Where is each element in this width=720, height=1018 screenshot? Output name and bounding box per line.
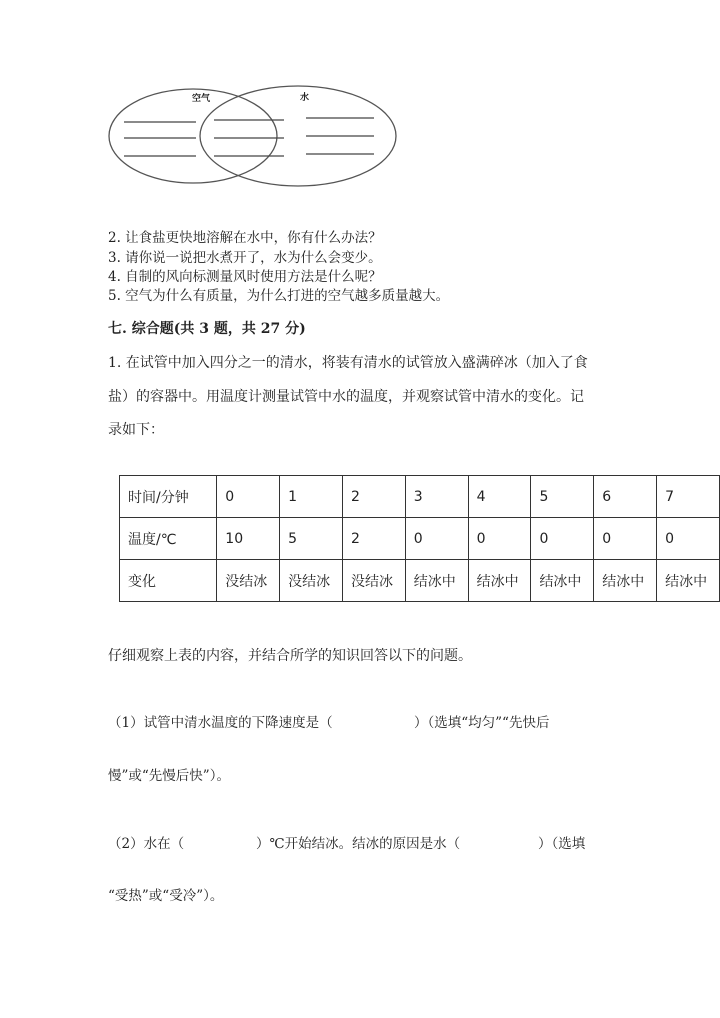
problem1-line-2: 盐）的容器中。用温度计测量试管中水的温度，并观察试管中清水的变化。记: [108, 389, 584, 405]
table-cell: 0: [468, 518, 531, 560]
table-cell: 7: [657, 476, 720, 518]
table-cell: 0: [594, 518, 657, 560]
sub1-part2: ）（选填“均匀”“先快后: [414, 715, 550, 731]
table-cell: 0: [217, 476, 280, 518]
table-cell: 结冰中: [531, 560, 594, 602]
table-cell: 5: [280, 518, 343, 560]
table-cell: 没结冰: [280, 560, 343, 602]
table-cell: 2: [342, 518, 405, 560]
table-cell: 6: [594, 476, 657, 518]
row-header-time: 时间/分钟: [120, 476, 217, 518]
table-cell: 0: [405, 518, 468, 560]
row-header-temperature: 温度/℃: [120, 518, 217, 560]
table-cell: 0: [657, 518, 720, 560]
table-cell: 结冰中: [657, 560, 720, 602]
table-cell: 没结冰: [217, 560, 280, 602]
question-2: 2. 让食盐更快地溶解在水中，你有什么办法？: [108, 230, 382, 246]
table-cell: 2: [342, 476, 405, 518]
sub2-part4: “受热”或“受冷”）。: [108, 888, 224, 904]
question-4: 4. 自制的风向标测量风时使用方法是什么呢？: [108, 269, 382, 285]
question-3: 3. 请你说一说把水煮开了，水为什么会变少。: [108, 250, 382, 266]
table-row: [120, 560, 720, 602]
sub2-part1: （2）水在（: [108, 836, 185, 852]
sub1-part3: 慢”或“先慢后快”）。: [108, 768, 230, 784]
table-cell: 5: [531, 476, 594, 518]
venn-left-label: 空气: [192, 94, 211, 104]
problem1-line-1: 1. 在试管中加入四分之一的清水，将装有清水的试管放入盛满碎冰（加入了食: [108, 355, 588, 371]
table-cell: 1: [280, 476, 343, 518]
table-cell: 10: [217, 518, 280, 560]
sub1-part1: （1）试管中清水温度的下降速度是（: [108, 715, 333, 731]
table-cell: 没结冰: [342, 560, 405, 602]
table-cell: 0: [531, 518, 594, 560]
table-cell: 3: [405, 476, 468, 518]
venn-right-label: 水: [300, 93, 310, 103]
table-cell: 结冰中: [405, 560, 468, 602]
table-row: [120, 518, 720, 560]
table-cell: 4: [468, 476, 531, 518]
sub2-part2: ）℃开始结冰。结冰的原因是水（: [256, 836, 461, 852]
question-5: 5. 空气为什么有质量，为什么打进的空气越多质量越大。: [108, 288, 450, 304]
table-cell: 结冰中: [468, 560, 531, 602]
section-title: 七. 综合题(共 3 题，共 27 分): [108, 321, 306, 337]
observation-table: [119, 475, 720, 602]
sub2-part3: ）（选填: [538, 836, 586, 852]
row-header-change: 变化: [120, 560, 217, 602]
table-cell: 结冰中: [594, 560, 657, 602]
venn-diagram: [100, 80, 400, 190]
problem1-instruction: 仔细观察上表的内容，并结合所学的知识回答以下的问题。: [108, 648, 472, 664]
venn-answer-lines: [124, 118, 374, 156]
table-row: [120, 476, 720, 518]
problem1-line-3: 录如下：: [108, 422, 164, 438]
